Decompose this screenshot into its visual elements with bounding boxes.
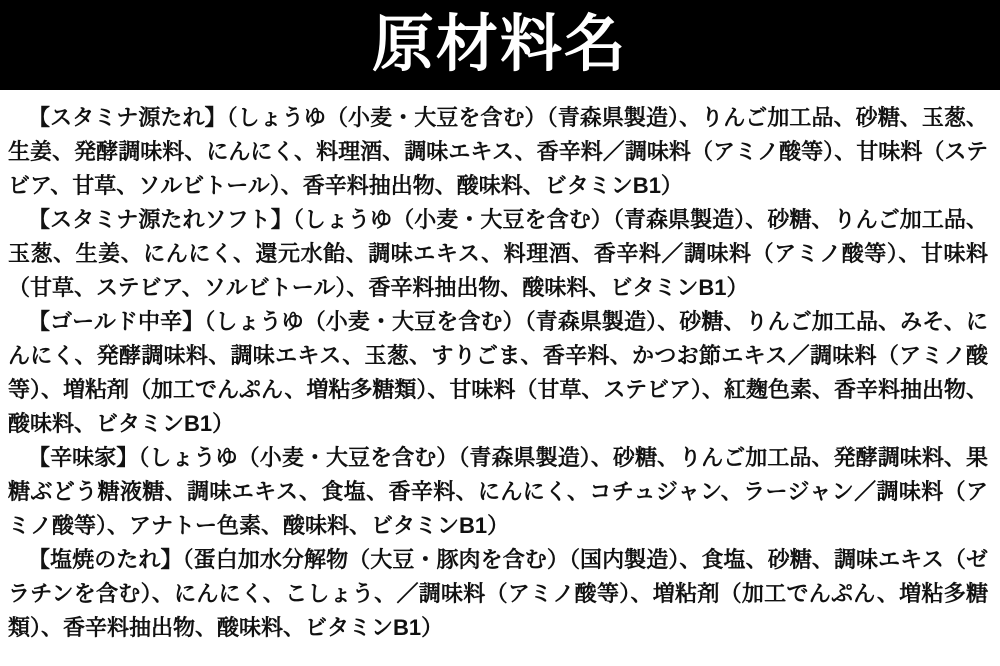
- ingredient-list: （しょうゆ（小麦・大豆を含む）（青森県製造）、砂糖、りんご加工品、発酵調味料、果糖ぶどう糖液糖、調味エキス、食塩、香辛料、にんにく、コチュジャン、ラージャン／調味料（アミノ酸等）、アナトー色素、酸味料、ビタミンB1）: [8, 445, 988, 538]
- ingredients-header-bar: [0, 0, 1000, 90]
- ingredient-paragraph-gentare: [8, 101, 988, 203]
- product-name: 【スタミナ源たれソフト】: [28, 207, 293, 232]
- product-name: 【スタミナ源たれ】: [28, 105, 227, 130]
- product-name: 【塩焼のたれ】: [28, 547, 183, 572]
- ingredients-panel: [0, 90, 1000, 645]
- ingredient-paragraph-gentare-soft: [8, 203, 988, 305]
- page-title: 原材料名: [371, 10, 628, 79]
- ingredient-list: （しょうゆ（小麦・大豆を含む）（青森県製造）、りんご加工品、砂糖、玉葱、生姜、発酵調味料、にんにく、料理酒、調味エキス、香辛料／調味料（アミノ酸等）、甘味料（ステビア、甘草、ソルビトール）、香辛料抽出物、酸味料、ビタミンB1）: [8, 105, 988, 198]
- ingredient-paragraph-karamiya: [8, 441, 988, 543]
- ingredient-paragraph-gold-chukara: [8, 305, 988, 441]
- ingredient-list: （しょうゆ（小麦・大豆を含む）（青森県製造）、砂糖、りんご加工品、玉葱、生姜、にんにく、還元水飴、調味エキス、料理酒、香辛料／調味料（アミノ酸等）、甘味料（甘草、ステビア、ソルビトール）、香辛料抽出物、酸味料、ビタミンB1）: [8, 207, 988, 300]
- ingredient-list: （蛋白加水分解物（大豆・豚肉を含む）（国内製造）、食塩、砂糖、調味エキス（ゼラチンを含む）、にんにく、こしょう、／調味料（アミノ酸等）、増粘剤（加工でんぷん、増粘多糖類）、香辛料抽出物、酸味料、ビタミンB1）: [8, 547, 988, 640]
- ingredient-paragraph-shioyaki: [8, 543, 988, 645]
- ingredient-list: （しょうゆ（小麦・大豆を含む）（青森県製造）、砂糖、りんご加工品、みそ、にんにく、発酵調味料、調味エキス、玉葱、すりごま、香辛料、かつお節エキス／調味料（アミノ酸等）、増粘剤（加工でんぷん、増粘多糖類）、甘味料（甘草、ステビア）、紅麹色素、香辛料抽出物、酸味料、ビタミンB1）: [8, 309, 988, 436]
- product-name: 【ゴールド中辛】: [28, 309, 205, 334]
- product-name: 【辛味家】: [28, 445, 139, 470]
